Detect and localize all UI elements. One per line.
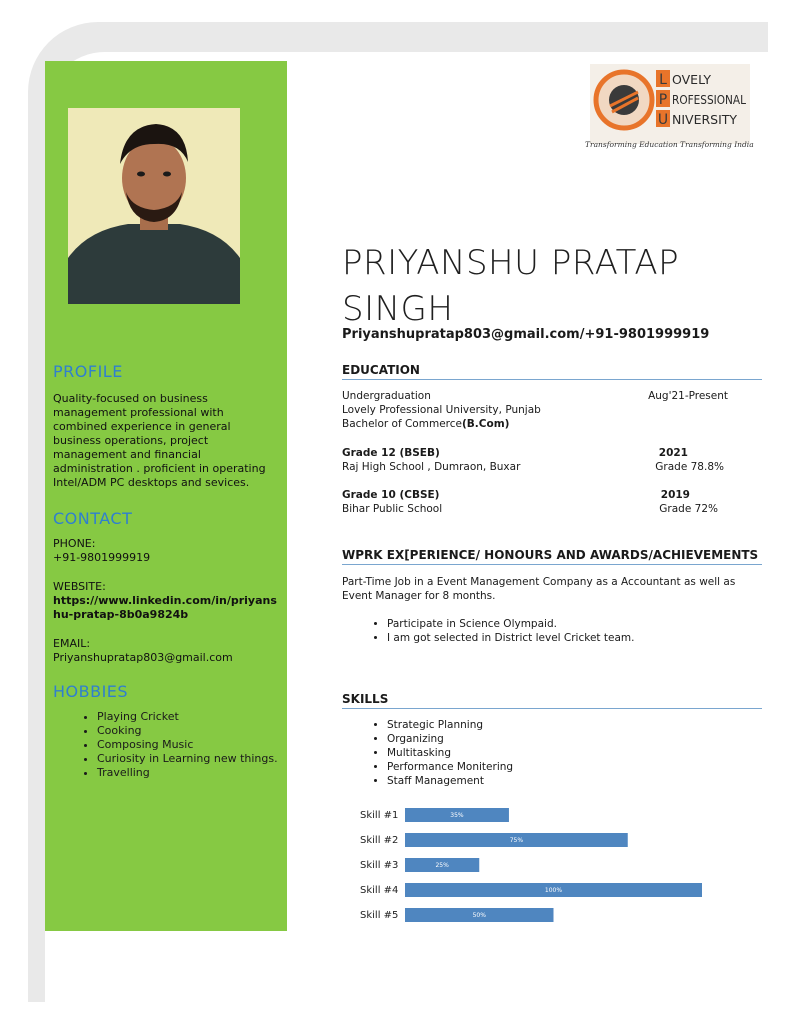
name-line-2: SINGH bbox=[342, 289, 454, 329]
email-label: EMAIL: bbox=[53, 637, 91, 650]
g10-grade: Grade 72% bbox=[659, 503, 718, 515]
name-line-1: PRIYANSHU PRATAP bbox=[342, 243, 680, 283]
skill-axis-label: Skill #4 bbox=[360, 885, 399, 896]
logo-word-ovely: OVELY bbox=[672, 72, 712, 87]
list-item: • I am got selected in District level Cricket team. bbox=[387, 631, 807, 645]
g12-school: Raj High School , Dumraon, Buxar bbox=[342, 461, 521, 473]
skill-axis-label: Skill #3 bbox=[360, 860, 399, 871]
ug-degree-name: Bachelor of Commerce bbox=[342, 418, 462, 430]
website-link[interactable]: https://www.linkedin.com/in/priyanshu-pratap-8b0a9824b bbox=[53, 594, 277, 621]
phone-block bbox=[53, 537, 278, 565]
phone-value: +91-9801999919 bbox=[53, 551, 151, 564]
lpu-emblem-icon bbox=[590, 64, 750, 144]
g10-year: 2019 bbox=[660, 489, 690, 501]
list-item: • Curiosity in Learning new things. bbox=[97, 752, 327, 766]
skill-value-label: 35% bbox=[450, 812, 464, 819]
skill-axis-label: Skill #2 bbox=[360, 835, 399, 846]
list-item: • Composing Music bbox=[97, 738, 327, 752]
profile-text: Quality-focused on business management professional with combined experience in general business operations, project management and financial administration . proficient in operating Intel/ADM PC desktops and sevices. bbox=[53, 392, 266, 489]
g12-grade: Grade 78.8% bbox=[655, 461, 724, 473]
website-label: WEBSITE: bbox=[53, 580, 106, 593]
email-link[interactable]: Priyanshupratap803@gmail.com bbox=[53, 651, 233, 664]
list-item: • Participate in Science Olympaid. bbox=[387, 617, 807, 631]
work-heading: WPRK EX[PERIENCE/ HONOURS AND AWARDS/ACHIEVEMENTS bbox=[342, 548, 762, 565]
skills-list bbox=[342, 718, 807, 788]
contact-heading: CONTACT bbox=[53, 509, 133, 528]
logo-letter-p: P bbox=[658, 92, 668, 108]
g10-title: Grade 10 (CBSE) bbox=[342, 489, 440, 501]
skill-axis-label: Skill #1 bbox=[360, 810, 399, 821]
skill-value-label: 75% bbox=[509, 837, 524, 844]
list-item: • Multitasking bbox=[387, 746, 807, 760]
list-item: • Cooking bbox=[97, 724, 327, 738]
skills-bar-chart bbox=[342, 800, 742, 930]
logo-word-niversity: NIVERSITY bbox=[672, 112, 738, 127]
hobbies-heading: HOBBIES bbox=[53, 682, 129, 701]
contact-line: Priyanshupratap803@gmail.com/+91-9801999919 bbox=[342, 327, 710, 342]
ug-school: Lovely Professional University, Punjab bbox=[342, 404, 541, 416]
g12-title: Grade 12 (BSEB) bbox=[342, 447, 440, 459]
list-item: • Organizing bbox=[387, 732, 807, 746]
skill-value-label: 25% bbox=[435, 862, 449, 869]
email-block bbox=[53, 637, 278, 665]
logo-tagline: Transforming Education Transforming India bbox=[585, 140, 754, 149]
ug-degree bbox=[342, 418, 509, 431]
education-heading: EDUCATION bbox=[342, 363, 762, 380]
logo-letter-u: U bbox=[657, 112, 669, 128]
profile-photo bbox=[68, 108, 240, 304]
skills-heading: SKILLS bbox=[342, 692, 762, 709]
phone-label: PHONE: bbox=[53, 537, 96, 550]
hobbies-list bbox=[53, 710, 327, 780]
g12-year: 2021 bbox=[658, 447, 688, 459]
person-photo-icon bbox=[68, 108, 240, 304]
profile-heading: PROFILE bbox=[53, 362, 123, 381]
skill-value-label: 100% bbox=[544, 887, 563, 894]
achievements-list bbox=[342, 617, 807, 645]
g10-school: Bihar Public School bbox=[342, 503, 443, 515]
skill-axis-label: Skill #5 bbox=[360, 910, 399, 921]
list-item: • Performance Monitering bbox=[387, 760, 807, 774]
candidate-name bbox=[342, 240, 742, 332]
ug-date: Aug'21-Present bbox=[648, 390, 728, 402]
ug-title: Undergraduation bbox=[342, 390, 431, 402]
skill-value-label: 50% bbox=[472, 912, 486, 919]
logo-letter-l: L bbox=[659, 72, 667, 88]
list-item: • Strategic Planning bbox=[387, 718, 807, 732]
website-block bbox=[53, 580, 278, 622]
list-item: • Staff Management bbox=[387, 774, 807, 788]
list-item: • Playing Cricket bbox=[97, 710, 327, 724]
ug-degree-abbr: (B.Com) bbox=[461, 418, 510, 430]
logo-word-rofessional: ROFESSIONAL bbox=[672, 92, 747, 107]
list-item: • Travelling bbox=[97, 766, 327, 780]
work-text: Part-Time Job in a Event Management Company as a Accountant as well as Event Manager for 8 months. bbox=[342, 576, 736, 602]
